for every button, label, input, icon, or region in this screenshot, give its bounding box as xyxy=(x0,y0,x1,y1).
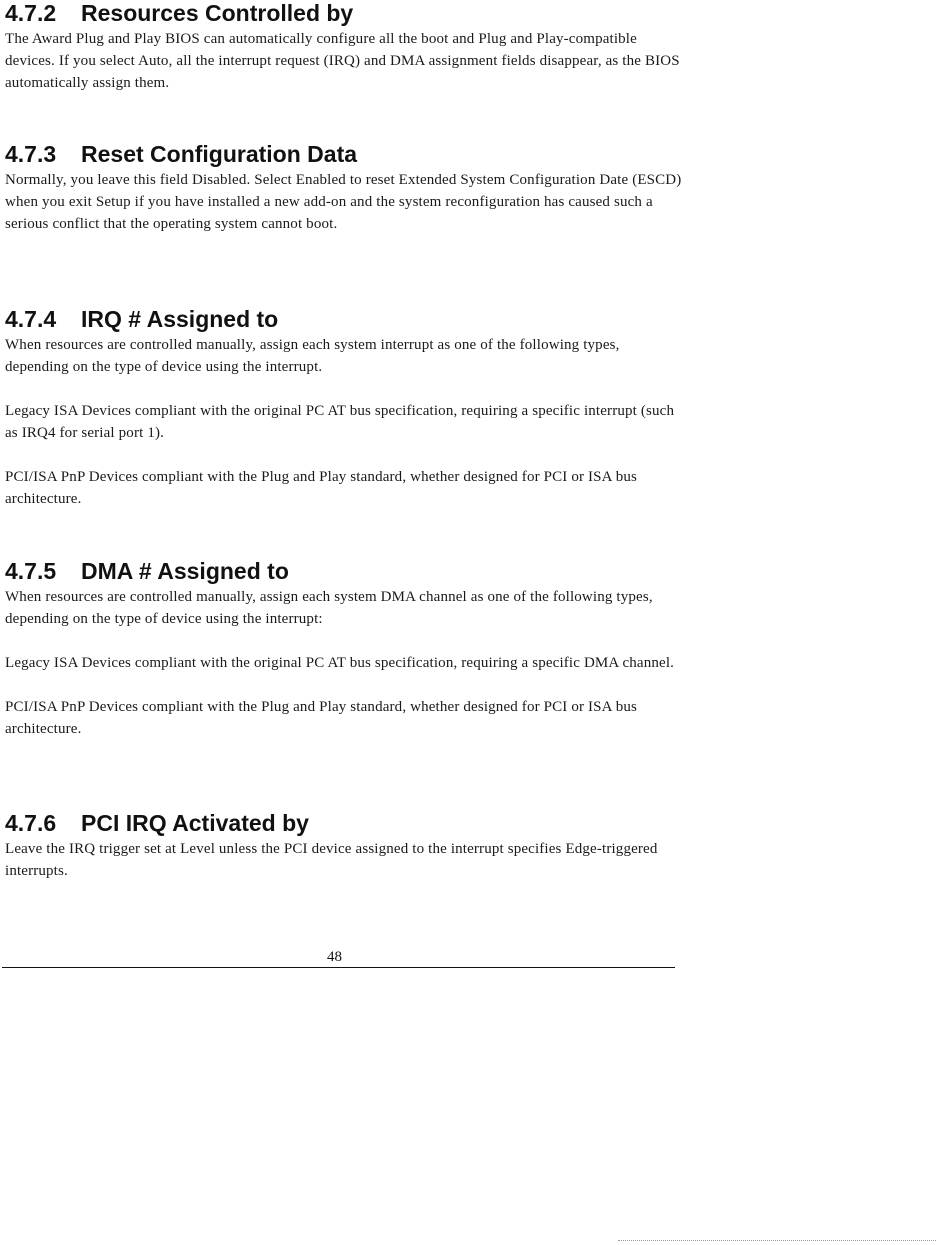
section-heading xyxy=(5,141,685,167)
section-title: PCI IRQ Activated by xyxy=(81,810,309,836)
section-paragraph: PCI/ISA PnP Devices compliant with the Plug and Play standard, whether designed for PCI or ISA bus architecture. xyxy=(5,469,638,507)
section-title: Reset Configuration Data xyxy=(81,141,358,167)
section-number: 4.7.4 xyxy=(5,306,57,332)
section-paragraph: Legacy ISA Devices compliant with the original PC AT bus specification, requiring a specific interrupt (such as IRQ4 for serial port 1). xyxy=(5,403,675,441)
footer-rule xyxy=(2,967,675,968)
section-heading xyxy=(5,0,685,26)
section-paragraph: Legacy ISA Devices compliant with the original PC AT bus specification, requiring a specific DMA channel. xyxy=(5,655,675,671)
section-paragraph: Leave the IRQ trigger set at Level unless the PCI device assigned to the interrupt specifies Edge-triggered interrupts. xyxy=(5,841,658,879)
section-resources-controlled-by xyxy=(5,0,685,94)
section-paragraph: PCI/ISA PnP Devices compliant with the Plug and Play standard, whether designed for PCI or ISA bus architecture. xyxy=(5,699,638,737)
section-paragraph: Normally, you leave this field Disabled. Select Enabled to reset Extended System Configuration Date (ESCD) when you exit Setup if you have installed a new add-on and the system reconfiguration has caused such a serious conflict that the operating system cannot boot. xyxy=(5,172,682,232)
section-heading xyxy=(5,306,685,332)
section-title: IRQ # Assigned to xyxy=(81,306,279,332)
section-number: 4.7.5 xyxy=(5,558,57,584)
scan-artifact xyxy=(618,1240,936,1241)
section-number: 4.7.6 xyxy=(5,810,57,836)
section-paragraph: The Award Plug and Play BIOS can automatically configure all the boot and Plug and Play-compatible devices. If you select Auto, all the interrupt request (IRQ) and DMA assignment fields disappear, as the BIOS automatically assign them. xyxy=(5,31,680,91)
section-dma-assigned-to xyxy=(5,558,685,740)
section-number: 4.7.3 xyxy=(5,141,57,167)
section-title: DMA # Assigned to xyxy=(81,558,289,584)
section-pci-irq-activated-by xyxy=(5,810,685,882)
page-number: 48 xyxy=(327,949,342,965)
section-number: 4.7.2 xyxy=(5,0,57,26)
section-paragraph: When resources are controlled manually, assign each system DMA channel as one of the following types, depending on the type of device using the interrupt: xyxy=(5,589,653,627)
section-heading xyxy=(5,810,685,836)
section-reset-configuration-data xyxy=(5,141,685,235)
section-title: Resources Controlled by xyxy=(81,0,354,26)
section-heading xyxy=(5,558,685,584)
section-paragraph: When resources are controlled manually, assign each system interrupt as one of the following types, depending on the type of device using the interrupt. xyxy=(5,337,620,375)
section-irq-assigned-to xyxy=(5,306,685,510)
